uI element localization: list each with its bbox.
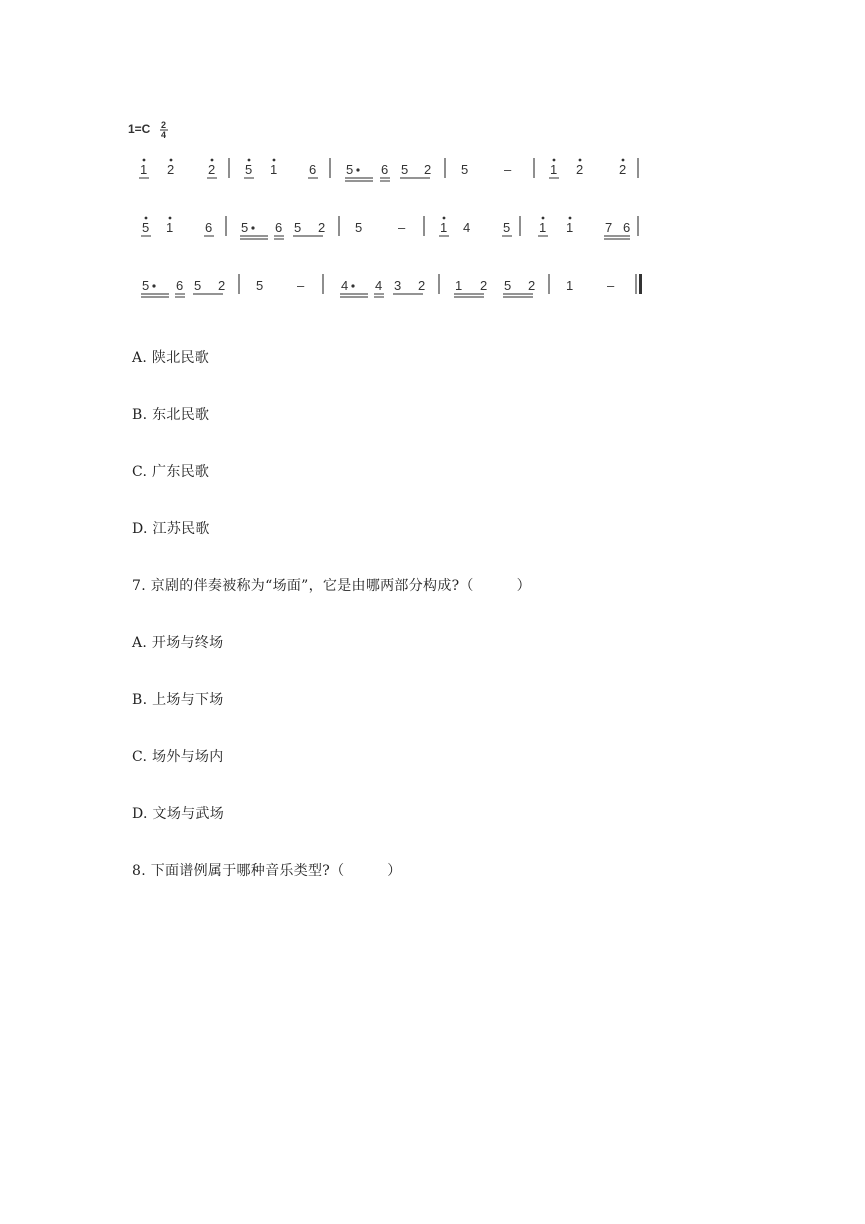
- note: 2: [167, 162, 175, 177]
- high-octave-dot: [248, 159, 251, 162]
- note: 2: [218, 278, 226, 293]
- q7-option-a[interactable]: A. 开场与终场: [132, 635, 224, 651]
- note: 3: [394, 278, 402, 293]
- key-signature: 1=C: [128, 122, 151, 136]
- note: 5: [504, 278, 512, 293]
- music-score: [0, 0, 865, 330]
- high-octave-dot: [145, 217, 148, 220]
- note: 1: [166, 220, 174, 235]
- note: 2: [418, 278, 426, 293]
- high-octave-dot: [169, 217, 172, 220]
- high-octave-dot: [579, 159, 582, 162]
- note: 2: [318, 220, 326, 235]
- augmentation-dot: [251, 226, 254, 229]
- note: 2: [480, 278, 488, 293]
- high-octave-dot: [143, 159, 146, 162]
- note: 6: [381, 162, 389, 177]
- note: 5: [355, 220, 363, 235]
- note: 2: [208, 162, 216, 177]
- final-bar-thick: [639, 274, 642, 294]
- note: 1: [455, 278, 463, 293]
- note: 5: [245, 162, 253, 177]
- note: 1: [550, 162, 558, 177]
- note: 4: [341, 278, 349, 293]
- note: 6: [275, 220, 283, 235]
- high-octave-dot: [211, 159, 214, 162]
- note: 5: [256, 278, 264, 293]
- note: 1: [140, 162, 148, 177]
- note: 2: [576, 162, 584, 177]
- augmentation-dot: [152, 284, 155, 287]
- question-7: 7. 京剧的伴奏被称为“场面”，它是由哪两部分构成?（ ）: [132, 578, 531, 594]
- note: 2: [424, 162, 432, 177]
- note: 5: [241, 220, 249, 235]
- time-signature-denominator: 4: [161, 130, 167, 140]
- high-octave-dot: [273, 159, 276, 162]
- q6-option-b[interactable]: B. 东北民歌: [132, 407, 210, 423]
- dash-note: –: [398, 220, 406, 235]
- high-octave-dot: [443, 217, 446, 220]
- note: 5: [142, 278, 150, 293]
- high-octave-dot: [622, 159, 625, 162]
- augmentation-dot: [351, 284, 354, 287]
- note: 5: [401, 162, 409, 177]
- note: 5: [346, 162, 354, 177]
- note: 6: [176, 278, 184, 293]
- high-octave-dot: [569, 217, 572, 220]
- note: 5: [503, 220, 511, 235]
- note: 5: [461, 162, 469, 177]
- note: 1: [270, 162, 278, 177]
- note: 5: [194, 278, 202, 293]
- q6-option-c[interactable]: C. 广东民歌: [132, 464, 210, 480]
- note: 6: [623, 220, 631, 235]
- note: 1: [566, 278, 574, 293]
- dash-note: –: [297, 278, 305, 293]
- dash-note: –: [504, 162, 512, 177]
- high-octave-dot: [170, 159, 173, 162]
- dash-note: –: [607, 278, 615, 293]
- note: 6: [205, 220, 213, 235]
- note: 1: [440, 220, 448, 235]
- high-octave-dot: [542, 217, 545, 220]
- note: 2: [528, 278, 536, 293]
- note: 2: [619, 162, 627, 177]
- augmentation-dot: [356, 168, 359, 171]
- q6-option-d[interactable]: D. 江苏民歌: [132, 521, 210, 537]
- note: 1: [539, 220, 547, 235]
- q7-option-d[interactable]: D. 文场与武场: [132, 806, 225, 822]
- note: 1: [566, 220, 574, 235]
- note: 4: [463, 220, 471, 235]
- high-octave-dot: [553, 159, 556, 162]
- note: 5: [294, 220, 302, 235]
- q7-option-b[interactable]: B. 上场与下场: [132, 692, 224, 708]
- question-8: 8. 下面谱例属于哪种音乐类型?（ ）: [132, 863, 402, 879]
- note: 6: [309, 162, 317, 177]
- note: 4: [375, 278, 383, 293]
- time-signature-numerator: 2: [161, 120, 167, 130]
- note: 7: [605, 220, 613, 235]
- score-rows: [139, 158, 642, 297]
- note: 5: [142, 220, 150, 235]
- q7-option-c[interactable]: C. 场外与场内: [132, 749, 224, 765]
- q6-option-a[interactable]: A. 陕北民歌: [132, 350, 210, 366]
